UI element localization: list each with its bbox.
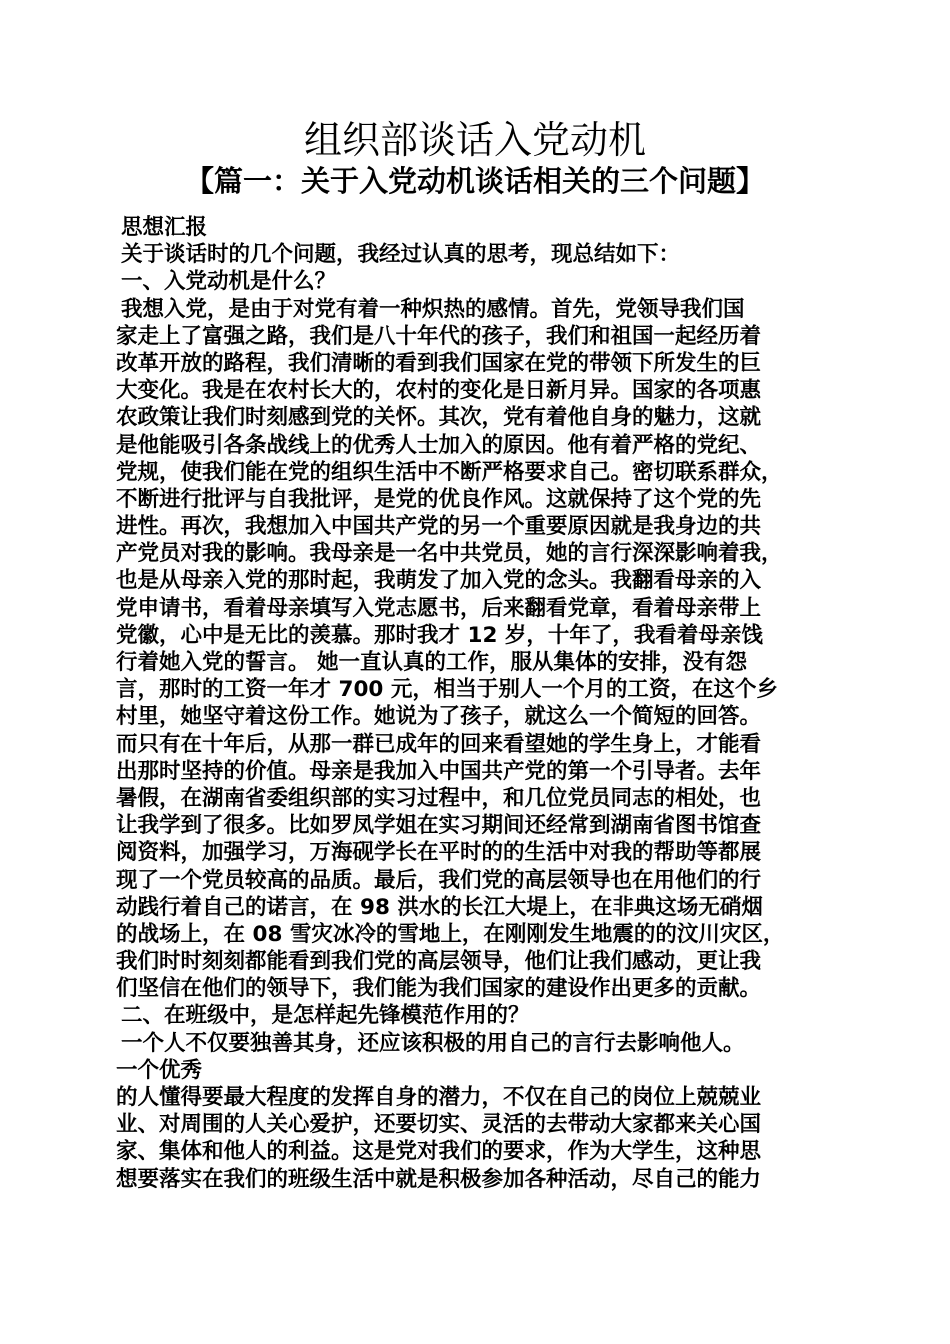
text-line: 阅资料，加强学习，万海砚学长在平时的的生活中对我的帮助等都展 <box>116 840 762 866</box>
text-line: 言，那时的工资一年才 700 元，相当于别人一个月的工资，在这个乡 <box>116 677 778 703</box>
text-line: 党申请书，看着母亲填写入党志愿书，后来翻看党章，看着母亲带上 <box>116 595 762 621</box>
text-line: 进性。再次，我想加入中国共产党的另一个重要原因就是我身边的共 <box>116 514 762 540</box>
document-body <box>116 214 840 1193</box>
text-line: 家走上了富强之路，我们是八十年代的孩子，我们和祖国一起经历着 <box>116 323 762 349</box>
text-line: 我们时时刻刻都能看到我们党的高层领导，他们让我们感动，更让我 <box>116 949 762 975</box>
text-line: 不断进行批评与自我批评，是党的优良作风。这就保持了这个党的先 <box>116 486 762 512</box>
text-line: 我想入党，是由于对党有着一种炽热的感情。首先，党领导我们国 <box>121 296 745 322</box>
text-line: 动践行着自己的诺言，在 98 洪水的长江大堤上，在非典这场无硝烟 <box>116 894 763 920</box>
text-line: 家、集体和他人的利益。这是党对我们的要求，作为大学生，这种思 <box>116 1139 762 1165</box>
text-line: 村里，她坚守着这份工作。她说为了孩子，就这么一个简短的回答。 <box>116 704 762 730</box>
text-line: 出那时坚持的价值。母亲是我加入中国共产党的第一个引导者。去年 <box>116 758 762 784</box>
text-line: 的人懂得要最大程度的发挥自身的潜力，不仅在自己的岗位上兢兢业 <box>116 1085 762 1110</box>
text-line: 思想汇报 <box>121 215 208 240</box>
text-line: 二、在班级中，是怎样起先锋模范作用的？ <box>121 1003 530 1029</box>
text-line: 一、入党动机是什么？ <box>121 269 337 295</box>
document-subtitle: 【篇一：关于入党动机谈话相关的三个问题】 <box>184 164 765 198</box>
text-line: 一个优秀 <box>116 1057 203 1083</box>
text-line: 也是从母亲入党的那时起，我萌发了加入党的念头。我翻看母亲的入 <box>116 568 762 594</box>
text-line: 的战场上，在 08 雪灾冰冷的雪地上，在刚刚发生地震的的汶川灾区， <box>116 921 785 947</box>
text-line: 改革开放的路程，我们清晰的看到我们国家在党的带领下所发生的巨 <box>116 350 762 376</box>
text-line: 关于谈话时的几个问题，我经过认真的思考，现总结如下： <box>121 242 681 268</box>
text-line: 而只有在十年后，从那一群已成年的回来看望她的学生身上，才能看 <box>116 731 762 757</box>
document-title: 组织部谈话入党动机 <box>303 118 646 162</box>
text-line: 大变化。我是在农村长大的，农村的变化是日新月异。国家的各项惠 <box>116 378 762 404</box>
text-line: 行着她入党的誓言。 她一直认真的工作，服从集体的安排，没有怨 <box>116 650 747 675</box>
text-line: 想要落实在我们的班级生活中就是积极参加各种活动，尽自己的能力 <box>116 1166 762 1192</box>
text-line: 产党员对我的影响。我母亲是一名中共党员，她的言行深深影响着我， <box>116 541 783 567</box>
text-line: 农政策让我们时刻感到党的关怀。其次，党有着他自身的魅力，这就 <box>116 405 762 431</box>
text-line: 业、对周围的人关心爱护，还要切实、灵活的去带动大家都来关心国 <box>116 1112 762 1138</box>
text-line: 党规，使我们能在党的组织生活中不断严格要求自己。密切联系群众， <box>116 459 783 485</box>
text-line: 们坚信在他们的领导下，我们能为我们国家的建设作出更多的贡献。 <box>116 976 762 1002</box>
text-line: 让我学到了很多。比如罗凤学姐在实习期间还经常到湖南省图书馆查 <box>116 813 762 839</box>
text-line: 现了一个党员较高的品质。最后，我们党的高层领导也在用他们的行 <box>116 867 762 893</box>
text-line: 是他能吸引各条战线上的优秀人士加入的原因。他有着严格的党纪、 <box>116 432 762 458</box>
text-line: 一个人不仅要独善其身，还应该积极的用自己的言行去影响他人。 <box>121 1030 745 1056</box>
text-line: 暑假，在湖南省委组织部的实习过程中，和几位党员同志的相处，也 <box>116 785 762 811</box>
text-line: 党徽，心中是无比的羡慕。那时我才 12 岁，十年了，我看着母亲饯 <box>116 622 763 648</box>
